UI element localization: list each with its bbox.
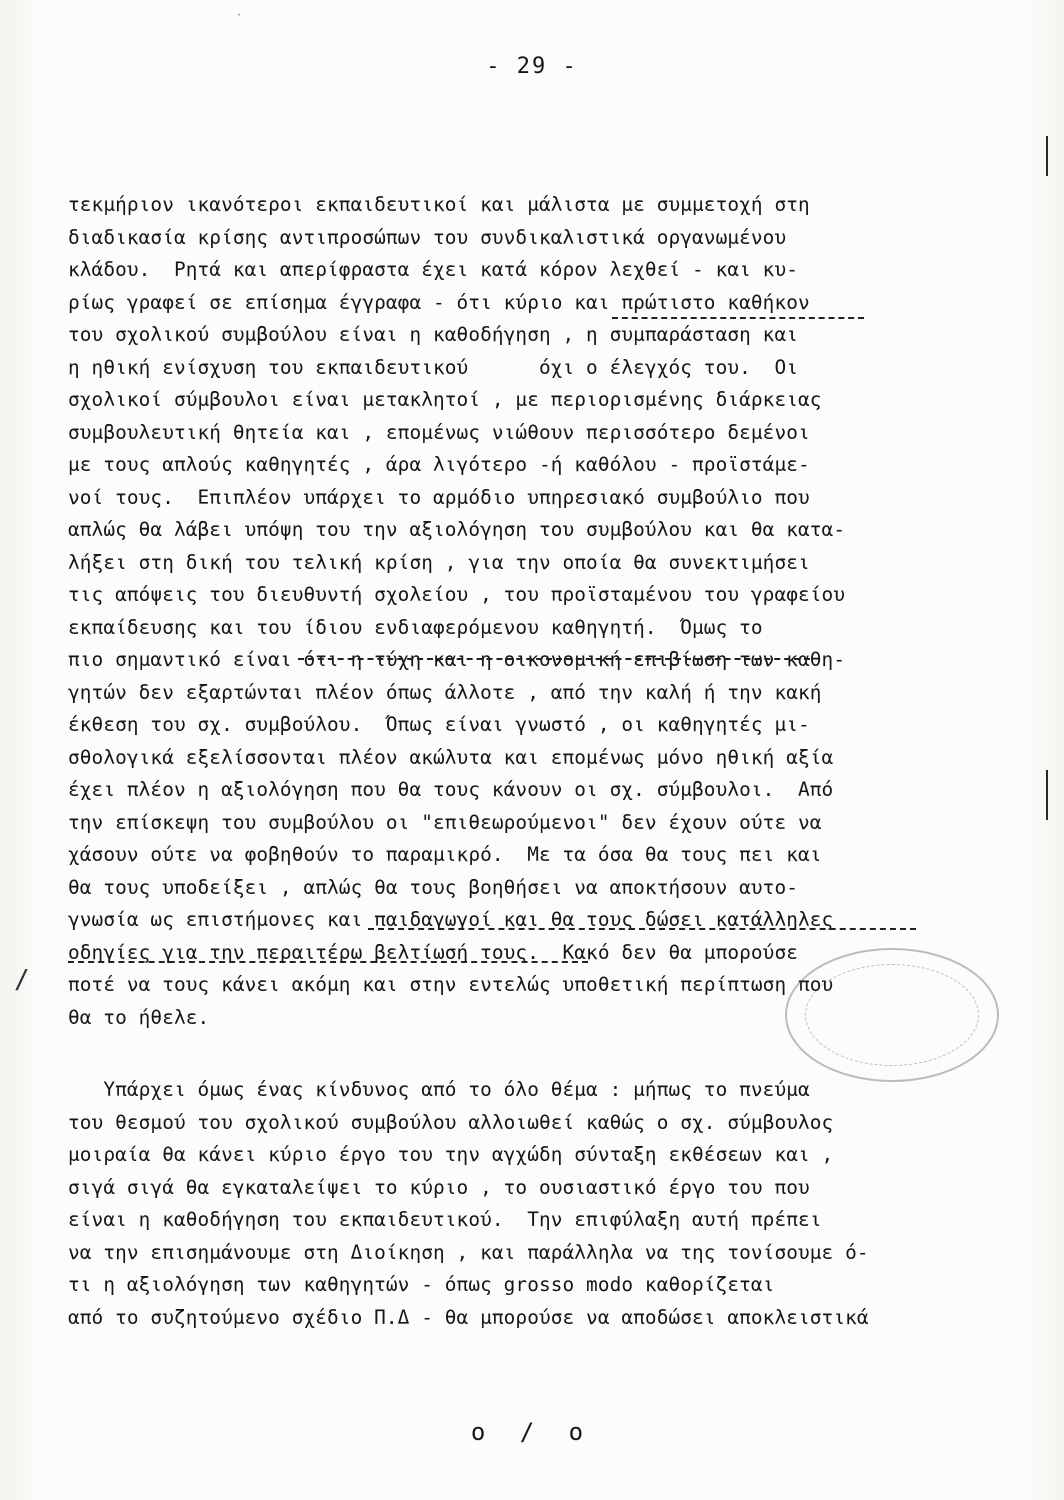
- underline-idiou-endiaferomenou: [298, 658, 810, 660]
- text-line: Υπάρχει όμως ένας κίνδυνος από το όλο θέμα : μήπως το πνεύμα: [68, 1078, 810, 1101]
- text-line: σχολικοί σύμβουλοι είναι μετακλητοί , με περιορισμένης διάρκειας: [68, 388, 822, 411]
- text-line: η ηθική ενίσχυση του εκπαιδευτικού όχι ο έλεγχός του. Οι: [68, 355, 798, 379]
- text-line: από το συζητούμενο σχέδιο Π.Δ - θα μπορούσε να αποδώσει αποκλειστικά: [68, 1305, 869, 1329]
- text-line: είναι η καθοδήγηση του εκπαιδευτικού. Την επιφύλαξη αυτή πρέπει: [68, 1208, 822, 1231]
- text-line: την επίσκεψη του συμβούλου οι "επιθεωρούμενοι" δεν έχουν ούτε να: [68, 810, 822, 834]
- text-line: χάσουν ούτε να φοβηθούν το παραμικρό. Με τα όσα θα τους πει και: [68, 843, 822, 866]
- office-stamp-ring: [805, 964, 979, 1066]
- underline-aplos-voithisei: [368, 928, 916, 930]
- margin-check-mark-icon: /: [14, 965, 30, 995]
- text-line: συμβουλευτική θητεία και , επομένως νιώθουν περισσότερο δεμένοι: [68, 420, 810, 444]
- text-line: να την επισημάνουμε στη Διοίκηση , και παράλληλα να της τονίσουμε ό-: [68, 1240, 869, 1264]
- text-line: κλάδου. Ρητά και απερίφραστα έχει κατά κόρον λεχθεί - και κυ-: [68, 258, 798, 281]
- text-line: ρίως γραφεί σε επίσημα έγγραφα - ότι κύριο και πρώτιστο καθήκον: [68, 290, 810, 314]
- body-text: [68, 189, 980, 1334]
- text-line: γνωσία ως επιστήμονες και παιδαγωγοί και θα τους δώσει κατάλληλες: [68, 908, 834, 931]
- text-line: διαδικασία κρίσης αντιπροσώπων του συνδικαλιστικά οργανωμένου: [68, 225, 787, 249]
- text-line: θα τους υποδείξει , απλώς θα τους βοηθήσει να αποκτήσουν αυτο-: [68, 875, 798, 899]
- text-line: τις απόψεις του διευθυντή σχολείου , του προϊσταμένου του γραφείου: [68, 583, 846, 606]
- text-line: του σχολικού συμβούλου είναι η καθοδήγηση , η συμπαράσταση και: [68, 323, 798, 346]
- text-line: σθολογικά εξελίσσονται πλέον ακώλυτα και επομένως μόνο ηθική αξία: [68, 745, 834, 769]
- text-line: ποτέ να τους κάνει ακόμη και στην εντελώς υποθετική περίπτωση που: [68, 973, 834, 996]
- text-line: έχει πλέον η αξιολόγηση που θα τους κάνουν οι σχ. σύμβουλοι. Από: [68, 778, 834, 801]
- text-line: οδηγίες για την περαιτέρω βελτίωσή τους. Κακό δεν θα μπορούσε: [68, 940, 798, 964]
- text-line: τεκμήριον ικανότεροι εκπαιδευτικοί και μάλιστα με συμμετοχή στη: [68, 193, 810, 216]
- text-line: νοί τους. Επιπλέον υπάρχει το αρμόδιο υπηρεσιακό συμβούλιο που: [68, 485, 810, 509]
- text-line: θα το ήθελε.: [68, 1005, 210, 1029]
- text-line: του θεσμού του σχολικού συμβούλου αλλοιωθεί καθώς ο σχ. σύμβουλος: [68, 1110, 834, 1134]
- continuation-mark: o / o: [470, 1418, 594, 1446]
- text-line: τι η αξιολόγηση των καθηγητών - όπως grosso modo καθορίζεται: [68, 1273, 775, 1296]
- office-stamp: [785, 948, 999, 1082]
- text-line: γητών δεν εξαρτώνται πλέον όπως άλλοτε , από την καλή ή την κακή: [68, 680, 822, 704]
- text-line: μοιραία θα κάνει κύριο έργο του την αγχώδη σύνταξη εκθέσεων και ,: [68, 1143, 834, 1166]
- text-line: πιο σημαντικό είναι ότι η τύχη και η οικονομική επιβίωση των καθη-: [68, 648, 846, 671]
- underline-kyrio-protisto: [612, 317, 864, 319]
- text-line: σιγά σιγά θα εγκαταλείψει το κύριο , το ουσιαστικό έργο του που: [68, 1175, 810, 1199]
- scan-speck: ·: [236, 10, 243, 21]
- text-line: με τους απλούς καθηγητές , άρα λιγότερο -ή καθόλου - προϊστάμε-: [68, 453, 810, 476]
- right-margin-rule: [1046, 770, 1048, 820]
- page-number: - 29 -: [486, 54, 578, 79]
- right-margin-rule: [1046, 136, 1048, 176]
- text-line: έκθεση του σχ. συμβούλου. Όπως είναι γνωστό , οι καθηγητές μι-: [68, 713, 810, 736]
- text-line: απλώς θα λάβει υπόψη του την αξιολόγηση του συμβούλου και θα κατα-: [68, 518, 846, 541]
- text-line: εκπαίδευσης και του ίδιου ενδιαφερόμενου καθηγητή. Όμως το: [68, 615, 763, 639]
- underline-gnosia-epistimones: [68, 961, 588, 963]
- text-line: λήξει στη δική του τελική κρίση , για την οποία θα συνεκτιμήσει: [68, 550, 810, 574]
